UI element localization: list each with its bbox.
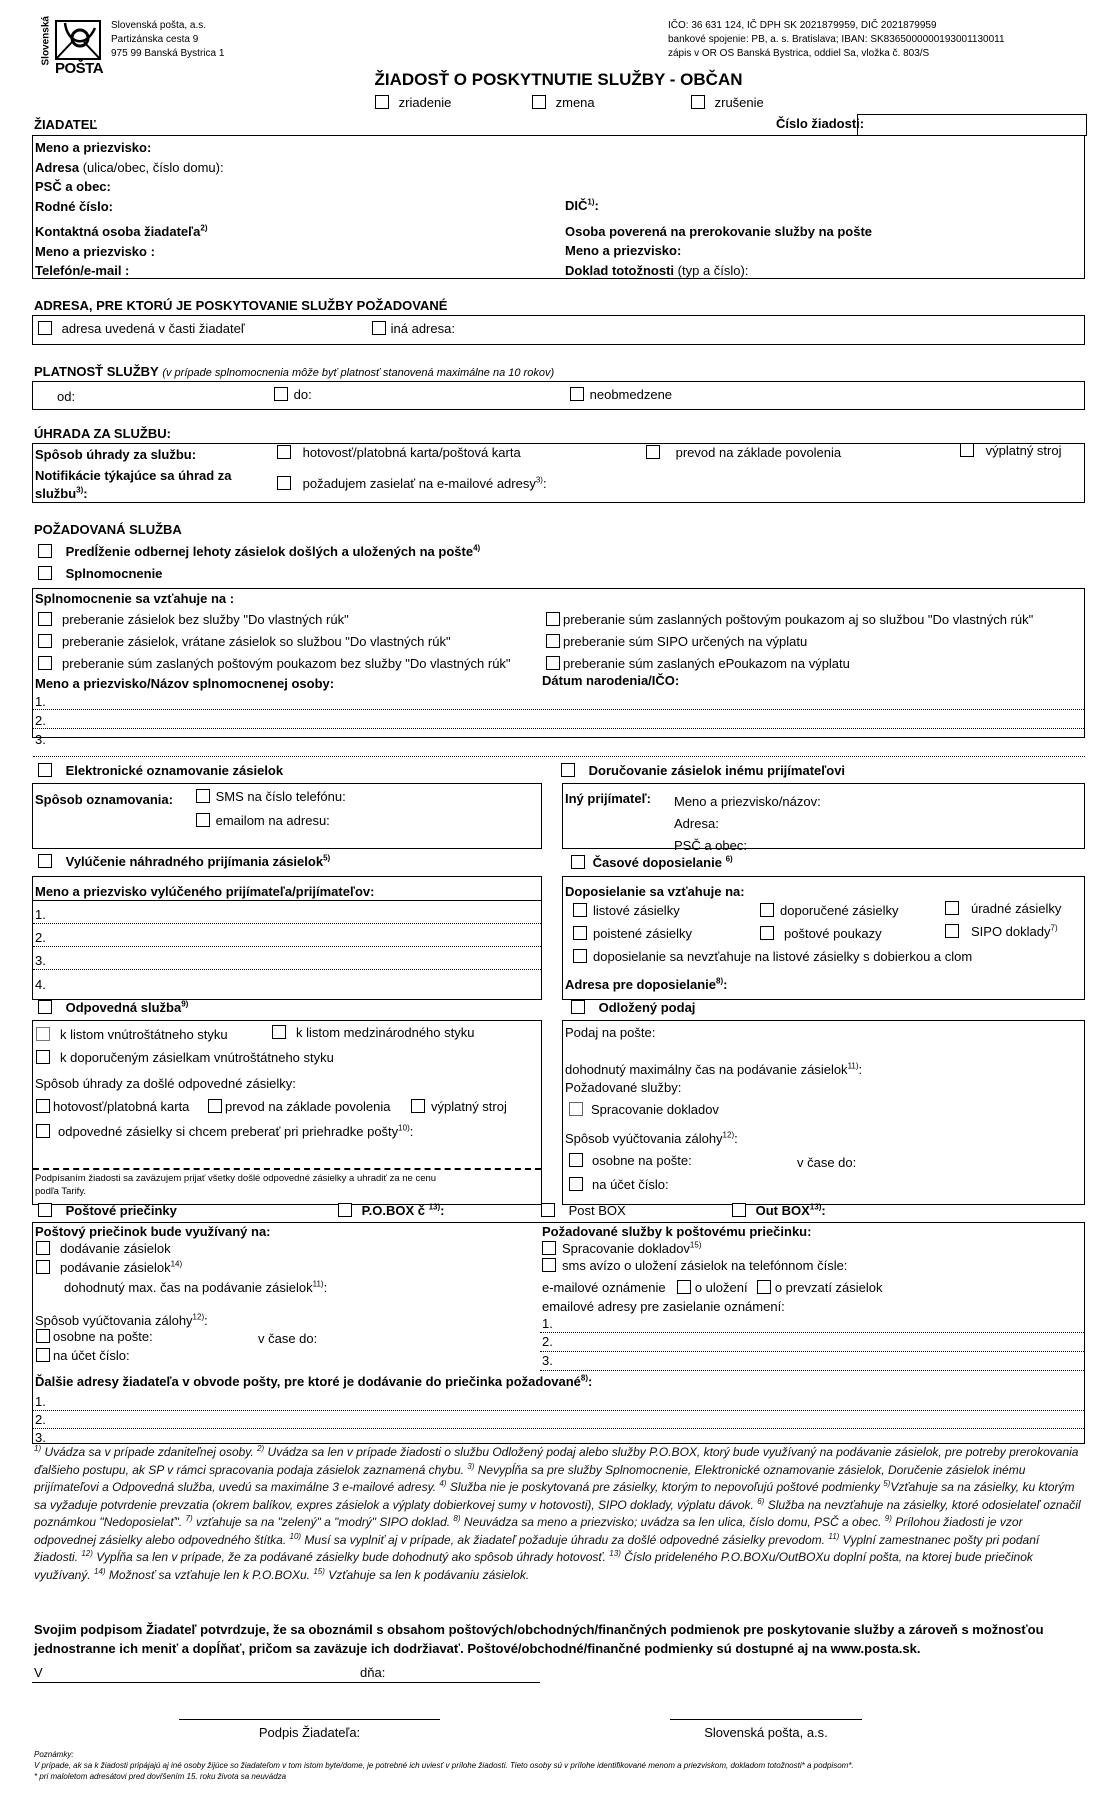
- email-row-1[interactable]: 1.: [542, 1316, 553, 1331]
- checkbox[interactable]: [38, 321, 52, 335]
- footnote-text: Možnosť sa vzťahuje len k P.O.BOXu.: [105, 1567, 314, 1582]
- validity-unlimited[interactable]: [570, 387, 672, 402]
- reply-counter-pickup[interactable]: odpovedné zásielky si chcem preberať pri priehradke pošty$^{10)}$:: [36, 1124, 413, 1139]
- other-recipient-label: Iný prijímateľ:: [565, 791, 651, 806]
- forwarding-official[interactable]: úradné zásielky: [945, 901, 1061, 916]
- checkbox[interactable]: [573, 949, 587, 963]
- footnote-number: 1): [34, 1444, 42, 1453]
- footnote-number: 5): [883, 1479, 891, 1488]
- checkbox[interactable]: [274, 387, 288, 401]
- po-box-email-addresses: emailové adresy pre zasielanie oznámení:: [542, 1299, 785, 1314]
- footnote-text: Vzťahuje sa na zásielky, ku ktorým sa vyžaduje potvrdenie prevzatia (okrem balíkov, expres zásielok a výplaty dobierkovej sumy v hotovosti), SIPO doklady, výplatu dávok.: [34, 1480, 1075, 1512]
- checkbox[interactable]: [561, 763, 575, 777]
- field-dic: DIČ$^{1)}$:: [565, 197, 599, 213]
- checkbox[interactable]: [38, 1203, 52, 1217]
- option-other-address[interactable]: [372, 321, 455, 336]
- footnote-number: 9): [884, 1514, 892, 1523]
- option-label: Vylúčenie náhradného prijímania zásielok$^{5)}$: [65, 853, 331, 869]
- forwarding-sipo[interactable]: SIPO doklady$^{7)}$: [945, 924, 1058, 939]
- applicant-heading: ŽIADATEĽ: [34, 117, 98, 132]
- option-label: P.O.BOX č $^{13)}$:: [361, 1202, 445, 1218]
- email-notice-storage[interactable]: o uložení: [677, 1280, 747, 1295]
- company-line: 975 99 Banská Bystrica 1: [111, 48, 225, 59]
- posthorn-envelope-icon: [55, 20, 101, 60]
- po-box-option[interactable]: [38, 1203, 177, 1218]
- deferred-post-submit: Podaj na pošte:: [565, 1025, 656, 1040]
- checkbox[interactable]: [571, 1000, 585, 1014]
- checkbox[interactable]: [36, 1329, 50, 1343]
- reply-payment-cash[interactable]: hotovosť/platobná karta: [36, 1099, 189, 1114]
- payment-method-label: Spôsob úhrady za službu:: [35, 447, 197, 462]
- registration-line: bankové spojenie: PB, a. s. Bratislava; IBAN: SK8365000000193001130011: [668, 34, 1005, 45]
- forwarding-postal-orders[interactable]: poštové poukazy: [760, 926, 882, 941]
- footnote-text: Neuvádza sa meno a priezvisko; uvádza sa len ulica, číslo domu, PSČ a obec.: [460, 1515, 885, 1529]
- poa-row-2[interactable]: 2.: [35, 713, 46, 728]
- contact-heading: Kontaktná osoba žiadateľa$^{2)}$: [35, 223, 208, 239]
- exclusion-row-3[interactable]: 3.: [35, 953, 46, 968]
- registration-info: [668, 19, 1005, 61]
- checkbox[interactable]: [569, 1177, 583, 1191]
- poa-dob-label: Dátum narodenia/IČO:: [542, 673, 680, 688]
- poa-option[interactable]: preberanie súm zaslaných poštovým poukazom bez služby "Do vlastných rúk": [38, 653, 511, 675]
- checkbox[interactable]: [38, 544, 52, 558]
- po-box-email-rows: [540, 1316, 1084, 1374]
- service-extension[interactable]: [38, 544, 480, 559]
- option-label: Časové doposielanie $^{6)}$: [592, 854, 733, 870]
- requested-heading: POŽADOVANÁ SLUŽBA: [34, 522, 182, 537]
- field-contact-phone: Telefón/e-mail :: [35, 263, 130, 278]
- deferred-option[interactable]: [571, 1000, 695, 1015]
- checkbox[interactable]: [546, 634, 560, 648]
- field-name: Meno a priezvisko:: [35, 140, 152, 155]
- postbox-option[interactable]: [541, 1203, 626, 1218]
- applicant-signature-line[interactable]: [179, 1719, 440, 1720]
- exclusion-row-2[interactable]: 2.: [35, 930, 46, 945]
- exclusion-label: Meno a priezvisko vylúčeného prijímateľa/prijímateľov:: [35, 884, 375, 899]
- po-box-time-until: v čase do:: [258, 1331, 318, 1346]
- exclusion-rows: [33, 905, 541, 1000]
- checkbox[interactable]: [760, 926, 774, 940]
- poa-rows: [33, 694, 1084, 747]
- post-signature-label: Slovenská pošta, a.s.: [704, 1725, 828, 1740]
- footnote-text: Služba nie je poskytovaná pre zásielky, ktorým to nepovoľujú poštové podmienky: [446, 1480, 884, 1494]
- po-box-delivery[interactable]: dodávanie zásielok: [36, 1241, 171, 1256]
- notification-label: Notifikácie týkajúce sa úhrad za službu$^{3)}$:: [35, 468, 232, 501]
- option-label: adresa uvedená v časti žiadateľ: [61, 321, 245, 336]
- reply-service-option[interactable]: [38, 1000, 188, 1015]
- option-label: Doručovanie zásielok inému prijímateľovi: [588, 763, 846, 778]
- po-box-sms[interactable]: sms avízo o uložení zásielok na telefónnom čísle:: [542, 1258, 847, 1273]
- place-date-line[interactable]: [32, 1682, 540, 1683]
- checkbox[interactable]: [36, 1260, 50, 1274]
- field-address: Adresa (ulica/obec, číslo domu):: [35, 159, 224, 175]
- checkbox[interactable]: [760, 903, 774, 917]
- footnote-number: 11): [828, 1531, 840, 1541]
- reply-commitment: Podpísaním žiadosti sa zaväzujem prijať všetky došlé odpovedné zásielky a uhradiť za ne cenu podľa Tarify.: [35, 1173, 437, 1197]
- po-box-settlement: Spôsob vyúčtovania zálohy$^{12)}$:: [35, 1312, 208, 1328]
- checkbox[interactable]: [208, 1099, 222, 1113]
- poa-option[interactable]: preberanie zásielok bez služby "Do vlastných rúk": [38, 609, 511, 631]
- applicant-fields-right: [565, 196, 872, 280]
- option-label: zmena: [555, 95, 595, 110]
- footnote-number: 15): [313, 1566, 325, 1576]
- poa-right-options: [546, 609, 1033, 675]
- checkbox[interactable]: [546, 612, 560, 626]
- footnote-number: 2): [257, 1444, 265, 1453]
- footnote-text: Vzťahuje sa len k podávaniu zásielok.: [324, 1567, 530, 1582]
- other-recipient-fields: [674, 791, 821, 857]
- deferred-time-until: v čase do:: [797, 1155, 857, 1170]
- checkbox[interactable]: [36, 1124, 50, 1138]
- checkbox[interactable]: [272, 1025, 286, 1039]
- exclusion-option[interactable]: [38, 854, 330, 869]
- address-row-2[interactable]: 2.: [35, 1412, 46, 1427]
- checkbox[interactable]: [338, 1203, 352, 1217]
- po-box-submission[interactable]: podávanie zásielok$^{14)}$: [36, 1260, 182, 1275]
- payment-heading: ÚHRADA ZA SLUŽBU:: [34, 426, 171, 441]
- checkbox[interactable]: [691, 95, 705, 109]
- poa-applies-label: Splnomocnenie sa vzťahuje na :: [35, 591, 235, 606]
- po-box-services-label: Požadované služby k poštovému priečinku:: [542, 1224, 812, 1239]
- e-notice-email[interactable]: [196, 813, 330, 828]
- e-notice-sms[interactable]: [196, 789, 346, 804]
- reply-domestic[interactable]: k listom vnútroštátneho styku: [36, 1027, 228, 1042]
- checkbox[interactable]: [36, 1050, 50, 1064]
- address-row-1[interactable]: 1.: [35, 1394, 46, 1409]
- po-box-more-rows: [33, 1394, 1084, 1444]
- checkbox[interactable]: [372, 321, 386, 335]
- footnote-number: 10): [289, 1531, 302, 1541]
- forwarding-insured[interactable]: poistené zásielky: [573, 926, 692, 941]
- footnote-number: 7): [185, 1514, 193, 1523]
- request-number-field[interactable]: [857, 114, 1087, 136]
- registration-line: zápis v OR OS Banská Bystrica, oddiel Sa, vložka č. 803/S: [668, 48, 930, 59]
- forwarding-address: Adresa pre doposielanie$^{8)}$:: [565, 976, 728, 992]
- checkbox[interactable]: [196, 789, 210, 803]
- field-id-document: Doklad totožnosti (typ a číslo):: [565, 262, 749, 278]
- deferred-account[interactable]: na účet číslo:: [569, 1177, 669, 1192]
- deferred-services: Požadované služby:: [565, 1080, 682, 1095]
- payment-transfer[interactable]: [646, 445, 841, 460]
- email-notice-pickup[interactable]: o prevzatí zásielok: [757, 1280, 882, 1295]
- deferred-doc-processing[interactable]: Spracovanie dokladov: [569, 1102, 719, 1117]
- option-label: zrušenie: [714, 95, 764, 110]
- reply-registered[interactable]: k doporučeným zásielkam vnútroštátneho styku: [36, 1050, 334, 1065]
- option-label: Poštové priečinky: [65, 1203, 177, 1218]
- checkbox[interactable]: [573, 926, 587, 940]
- notes: Poznámky: V prípade, ak sa k žiadosti pripájajú aj iné osoby žijúce so žiadateľom v tom istom byte/dome, je potrebné ich uviesť v prílohe žiadosti. Tieto osoby sú v prílohe identifikované menom a priezviskom, dokladom totožnosti* a podpisom*. * pri maloletom adresátovi pred dovŕšením 15. roku života sa neuvádza: [34, 1750, 854, 1781]
- po-box-email-notice: e-mailové oznámenie o uložení o prevzatí zásielok: [542, 1280, 883, 1295]
- checkbox[interactable]: [38, 566, 52, 580]
- checkbox[interactable]: [38, 763, 52, 777]
- po-box-in-person[interactable]: osobne na pošte:: [36, 1329, 153, 1344]
- footnote-text: Uvádza sa v prípade zdaniteľnej osoby.: [41, 1445, 258, 1459]
- checkbox[interactable]: [277, 445, 291, 459]
- footnote-number: 4): [439, 1479, 447, 1488]
- checkbox[interactable]: [573, 903, 587, 917]
- checkbox[interactable]: [196, 813, 210, 827]
- option-label: SMS na číslo telefónu:: [215, 789, 346, 804]
- checkbox[interactable]: [541, 1203, 555, 1217]
- checkbox[interactable]: [36, 1027, 50, 1041]
- outbox-option[interactable]: [732, 1203, 826, 1218]
- field-birth-number: Rodné číslo:: [35, 198, 114, 214]
- exclusion-row-4[interactable]: 4.: [35, 977, 46, 992]
- footnote-text: Uvádza sa len v prípade žiadosti o službu Odložený podaj alebo služby P.O.BOX, ktorý bude využívaný na podávanie zásielok, pre potreby prerokovania ďalšieho postupu, ak SP v rámci spracovania podaja zásielok zaznamená chybu.: [34, 1445, 1079, 1477]
- applicant-signature-label: Podpis Žiadateľa:: [258, 1725, 361, 1740]
- option-label: do:: [293, 387, 312, 402]
- field-authorized-name: Meno a priezvisko:: [565, 243, 682, 258]
- validity-from: od:: [57, 389, 76, 404]
- checkbox[interactable]: [569, 1153, 583, 1167]
- footnote-number: 13): [609, 1549, 621, 1558]
- checkbox[interactable]: [945, 924, 959, 938]
- option-label: Splnomocnenie: [65, 566, 163, 581]
- po-box-max-time: dohodnutý max. čas na podávanie zásielok$^{11)}$:: [64, 1279, 328, 1295]
- footnote-text: Vypĺňa sa len v prípade, že za podávané zásielky bude dohodnutý ako spôsob úhrady hotovosť.: [92, 1550, 610, 1564]
- declaration: Svojim podpisom Žiadateľ potvrdzuje, že sa oboznámil s obsahom poštových/obchodných/finančných podmienok pre poskytovanie služby a zároveň s možnosťou jednostranne ich meniť a dopĺňať, pričom sa zaväzuje ich dodržiavať. Poštové/obchodné/finančné podmienky sú dostupné aj na www.posta.sk.: [34, 1622, 1044, 1656]
- field-recipient-address: Adresa:: [674, 816, 719, 831]
- reply-payment-label: Spôsob úhrady za došlé odpovedné zásielky:: [35, 1076, 296, 1091]
- checkbox[interactable]: [38, 634, 52, 648]
- footnote-number: 12): [81, 1549, 93, 1558]
- exclusion-row-1[interactable]: 1.: [35, 907, 46, 922]
- service-power-of-attorney[interactable]: [38, 566, 162, 581]
- po-box-more-addresses: Ďalšie adresy žiadateľa v obvode pošty, pre ktoré je dodávanie do priečinka požadované$^{8)}$:: [35, 1373, 593, 1389]
- field-recipient-zip: PSČ a obec:: [674, 838, 747, 853]
- logo-posta-text: POŠTA: [55, 60, 104, 77]
- checkbox[interactable]: [36, 1099, 50, 1113]
- option-label: neobmedzene: [589, 387, 673, 402]
- footnote-text: vzťahuje sa na "zelený" a "modrý" SIPO doklad.: [192, 1515, 454, 1529]
- checkbox[interactable]: [677, 1280, 691, 1294]
- option-label: hotovosť/platobná karta/poštová karta: [302, 445, 521, 460]
- deferred-in-person[interactable]: osobne na pošte:: [569, 1153, 692, 1168]
- validity-heading: PLATNOSŤ SLUŽBY (v prípade splnomocnenia môže byť platnosť stanovená maximálne na 10 rokov): [34, 364, 555, 379]
- checkbox[interactable]: [38, 612, 52, 626]
- poa-row-1[interactable]: 1.: [35, 694, 46, 709]
- option-label: zriadenie: [398, 95, 452, 110]
- checkbox[interactable]: [375, 95, 389, 109]
- option-label: Post BOX: [568, 1203, 626, 1218]
- page-title: ŽIADOSŤ O POSKYTNUTIE SLUŽBY - OBČAN: [374, 70, 743, 89]
- e-notice-method-label: Spôsob oznamovania:: [35, 792, 173, 807]
- post-signature-line[interactable]: [670, 1719, 862, 1720]
- poa-option[interactable]: preberanie súm zaslanných poštovým poukazom aj so službou "Do vlastných rúk": [546, 609, 1033, 631]
- type-option-change[interactable]: [532, 95, 595, 110]
- footnote-number: 8): [453, 1514, 461, 1523]
- option-same-address[interactable]: [38, 321, 245, 336]
- option-label: prevod na základe povolenia: [675, 445, 842, 460]
- footnote-text: Musí sa vyplniť aj v prípade, ak žiadateľ požaduje úhradu za došlé odpovedné zásielky prevodom.: [301, 1532, 829, 1547]
- checkbox[interactable]: [542, 1241, 556, 1255]
- checkbox[interactable]: [38, 1000, 52, 1014]
- payment-cash[interactable]: [277, 445, 521, 460]
- email-row-2[interactable]: 2.: [542, 1334, 553, 1349]
- applicant-fields-left: [35, 138, 224, 281]
- forwarding-exclusion[interactable]: doposielanie sa nevzťahuje na listové zásielky s dobierkou a clom: [573, 949, 972, 964]
- footnote-number: 14): [94, 1566, 106, 1576]
- poa-option[interactable]: preberanie súm zaslaných ePoukazom na výplatu: [546, 653, 1033, 675]
- option-label: požadujem zasielať na e-mailové adresy$^{3)}$:: [302, 475, 547, 491]
- option-label: Predĺženie odbernej lehoty zásielok došlých a uložených na pošte$^{4)}$: [65, 543, 481, 559]
- footnotes: [34, 1444, 1084, 1584]
- e-notice-option[interactable]: [38, 763, 283, 778]
- po-box-usage-label: Poštový priečinok bude využívaný na:: [35, 1224, 271, 1239]
- po-box-account[interactable]: na účet číslo:: [36, 1348, 130, 1363]
- validity-section: [32, 381, 1085, 410]
- forwarding-applies: Doposielanie sa vzťahuje na:: [565, 884, 745, 899]
- payment-meter[interactable]: [960, 443, 1062, 458]
- option-label: iná adresa:: [390, 321, 455, 336]
- footnote-text: Číslo prideleného P.O.BOXu/OutBOXu doplní pošta, na ktorej bude priečinok využívaný.: [34, 1550, 1033, 1582]
- reply-international[interactable]: k listom medzinárodného styku: [272, 1025, 474, 1040]
- deferred-settlement: Spôsob vyúčtovania zálohy$^{12)}$:: [565, 1130, 738, 1146]
- pobox-number-option[interactable]: [338, 1203, 445, 1218]
- footnote-text: Nevypĺňa sa pre služby Splnomocnenie, Elektronické oznamovanie zásielok, Doručenie zásielok inému prijímateľovi a Odpovedná služba, uvedú sa maximálne 3 e-mailové adresy.: [34, 1462, 1026, 1494]
- checkbox[interactable]: [757, 1280, 771, 1294]
- forwarding-registered[interactable]: doporučené zásielky: [760, 903, 899, 918]
- checkbox[interactable]: [532, 95, 546, 109]
- checkbox[interactable]: [38, 854, 52, 868]
- request-number-label: Číslo žiadosti:: [776, 116, 865, 131]
- reply-payment-meter[interactable]: výplatný stroj: [411, 1099, 507, 1114]
- poa-option[interactable]: preberanie zásielok, vrátane zásielok so službou "Do vlastných rúk": [38, 631, 511, 653]
- checkbox[interactable]: [646, 445, 660, 459]
- other-recipient-option[interactable]: [561, 763, 845, 778]
- poa-left-options: [38, 609, 511, 675]
- checkbox[interactable]: [945, 901, 959, 915]
- footnote-number: 6): [757, 1496, 765, 1506]
- authorized-heading: Osoba poverená na prerokovanie služby na pošte: [565, 223, 873, 239]
- checkbox[interactable]: [277, 476, 291, 490]
- footnote-text: Prílohou žiadosti je vzor odpovednej zásielky alebo odpovedného štítka.: [34, 1515, 1023, 1547]
- poa-person-label: Meno a priezvisko/Názov splnomocnenej osoby:: [35, 676, 335, 691]
- forwarding-letters[interactable]: listové zásielky: [573, 903, 680, 918]
- place-label: V: [34, 1665, 43, 1680]
- company-line: Slovenská pošta, a.s.: [111, 20, 207, 31]
- checkbox[interactable]: [571, 855, 585, 869]
- company-address: [111, 19, 224, 61]
- poa-row-3[interactable]: 3.: [35, 732, 46, 747]
- checkbox[interactable]: [36, 1348, 50, 1362]
- company-line: Partizánska cesta 9: [111, 34, 199, 45]
- deferred-max-time: dohodnutý maximálny čas na podávanie zásielok$^{11)}$:: [565, 1061, 863, 1077]
- checkbox[interactable]: [732, 1203, 746, 1217]
- option-label: Out BOX$^{13)}$:: [755, 1202, 826, 1218]
- checkbox[interactable]: [36, 1241, 50, 1255]
- registration-line: IČO: 36 631 124, IČ DPH SK 2021879959, DIČ 2021879959: [668, 20, 937, 31]
- address-row-3[interactable]: 3.: [35, 1430, 46, 1445]
- po-box-doc-processing[interactable]: Spracovanie dokladov$^{15)}$: [542, 1241, 701, 1256]
- field-contact-name: Meno a priezvisko :: [35, 243, 155, 259]
- field-recipient-name: Meno a priezvisko/názov:: [674, 794, 821, 809]
- footnote-text: Služba na nevzťahuje na zásielky, ktoré odosielateľ označil poznámkou "Nedoposielať".: [34, 1497, 1081, 1529]
- logo-vertical-text: Slovenská: [40, 16, 52, 66]
- reply-payment-transfer[interactable]: prevod na základe povolenia: [208, 1099, 391, 1114]
- type-option-cancel[interactable]: [691, 95, 764, 110]
- email-row-3[interactable]: 3.: [542, 1353, 553, 1368]
- field-zip: PSČ a obec:: [35, 179, 111, 194]
- option-label: Odložený podaj: [598, 1000, 696, 1015]
- notification-email-option[interactable]: [277, 476, 547, 491]
- footnote-text: Vyplní zamestnanec pošty pri podaní žiadosti.: [34, 1532, 1040, 1564]
- checkbox[interactable]: [546, 656, 560, 670]
- validity-to[interactable]: [274, 387, 312, 402]
- date-label: dňa:: [360, 1665, 386, 1680]
- type-option-create[interactable]: [375, 95, 451, 110]
- poa-option[interactable]: preberanie súm SIPO určených na výplatu: [546, 631, 1033, 653]
- checkbox[interactable]: [960, 443, 974, 457]
- option-label: výplatný stroj: [985, 443, 1062, 458]
- checkbox[interactable]: [569, 1102, 583, 1116]
- address-heading: ADRESA, PRE KTORÚ JE POSKYTOVANIE SLUŽBY POŽADOVANÉ: [34, 298, 448, 313]
- checkbox[interactable]: [38, 656, 52, 670]
- forwarding-option[interactable]: [571, 855, 733, 870]
- checkbox[interactable]: [411, 1099, 425, 1113]
- option-label: Odpovedná služba$^{9)}$: [65, 999, 189, 1015]
- option-label: Elektronické oznamovanie zásielok: [65, 763, 284, 778]
- option-label: emailom na adresu:: [215, 813, 330, 828]
- checkbox[interactable]: [570, 387, 584, 401]
- checkbox[interactable]: [542, 1258, 556, 1272]
- footnote-number: 3): [467, 1461, 475, 1471]
